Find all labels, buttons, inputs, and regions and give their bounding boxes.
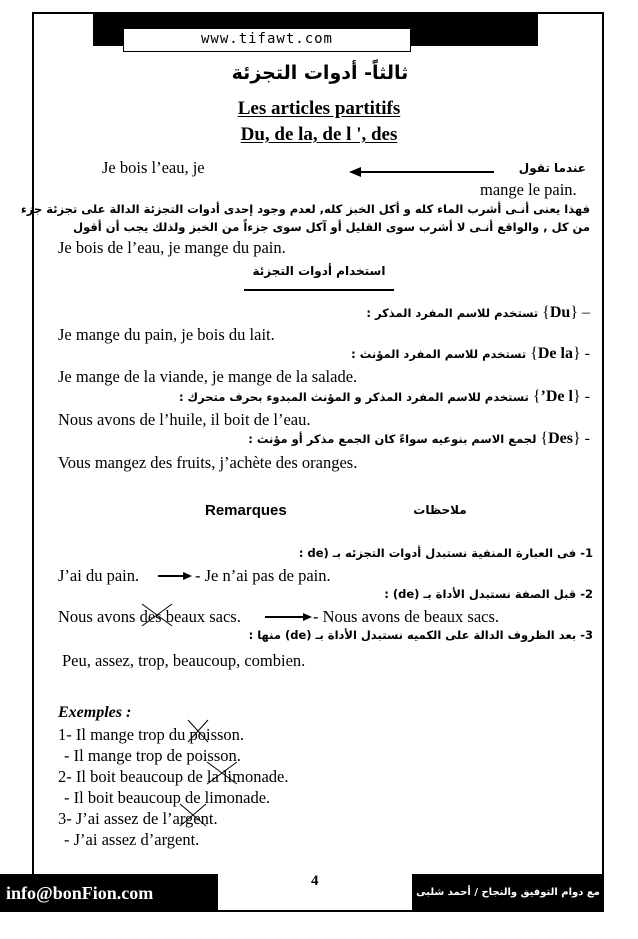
remark2-arrow-line	[265, 616, 305, 618]
example-line: 2- Il boit beaucoup de la limonade.	[58, 767, 289, 786]
rule-du: – {Du} تستخدم للاسم المفرد المذكر :	[366, 304, 590, 321]
explanation-line1: فهذا يعنى أنـى أشرب الماء كله و أكل الخبز كله, لعدم وجود إحدى أدوات التجزئة الدالة على تجزئة جزء	[20, 202, 590, 216]
remarks-heading-french: Remarques	[205, 502, 287, 519]
title-french-line1: Les articles partitifs	[237, 98, 401, 119]
remark1-example-after: - Je n’ai pas de pain.	[195, 566, 331, 585]
remark2-arabic: 2- قبل الصفة نستبدل الأداة بـ (de) :	[384, 587, 593, 601]
intro-continuation: mange le pain.	[480, 180, 577, 199]
rule-des-article: Des	[548, 430, 573, 447]
remark2-example-before: Nous avons des beaux sacs.	[58, 607, 241, 626]
right-arrow-icon	[183, 572, 192, 580]
strike-cross-icon	[186, 718, 210, 744]
rule-del-example: Nous avons de l’huile, il boit de l’eau.	[58, 410, 311, 429]
strike-cross-icon	[140, 602, 174, 628]
title-french-line2: Du, de la, de l ', des	[240, 124, 398, 145]
title-arabic: ثالثاً- أدوات التجزئة	[231, 62, 409, 84]
footer-author: مع دوام التوفيق والنجاح / أحمد شلبى	[412, 874, 604, 912]
rule-du-description: تستخدم للاسم المفرد المذكر :	[366, 306, 539, 320]
corrected-example: Je bois de l’eau, je mange du pain.	[58, 238, 286, 257]
rule-dela-article: De la	[537, 345, 573, 362]
intro-arabic-label: عندما تقول	[518, 161, 586, 175]
rule-du-example: Je mange du pain, je bois du lait.	[58, 325, 275, 344]
strike-cross-icon	[205, 760, 239, 786]
usage-heading-underline	[244, 289, 394, 291]
site-url[interactable]: www.tifawt.com	[200, 31, 333, 47]
remark3-arabic: 3- بعد الظروف الدالة على الكميه نستبدل الأداة بـ (de) منها :	[248, 628, 593, 642]
usage-heading: استخدام أدوات التجزئة	[252, 264, 386, 278]
remark1-example-before: J’ai du pain.	[58, 566, 140, 585]
rule-dela-example: Je mange de la viande, je mange de la salade.	[58, 367, 358, 386]
rule-del-article: De l’	[540, 388, 573, 405]
remark3-adverbs: Peu, assez, trop, beaucoup, combien.	[62, 651, 306, 670]
examples-heading: Exemples :	[58, 704, 132, 721]
remark1-arabic: 1- فى العبارة المنفية نستبدل أدوات التجزئه بـ (de :	[298, 546, 593, 560]
rule-del: - {De l’} تستخدم للاسم المفرد المذكر و المؤنث المبدوء بحرف متحرك :	[178, 388, 590, 405]
arrow-line	[360, 171, 494, 173]
footer-email[interactable]: info@bonFion.com	[0, 874, 218, 912]
strike-cross-icon	[178, 802, 208, 828]
page-number: 4	[311, 873, 319, 889]
rule-dela-description: تستخدم للاسم المفرد المؤنث :	[351, 347, 527, 361]
rule-dela: - {De la} تستخدم للاسم المفرد المؤنث :	[351, 345, 590, 362]
right-arrow-icon	[303, 613, 312, 621]
example-line: 3- J’ai assez de l’argent.	[58, 809, 218, 828]
rule-des-example: Vous mangez des fruits, j’achète des oranges.	[58, 453, 358, 472]
rule-du-article: Du	[549, 304, 571, 321]
example-line: - Il boit beaucoup de limonade.	[64, 788, 271, 807]
remarks-heading-arabic: ملاحظات	[413, 503, 467, 517]
example-line: - Il mange trop de poisson.	[64, 746, 241, 765]
explanation-line2: من كل , والواقع أنـى لا أشرب سوى القليل أو آكل سوى جزءاً من الخبز ولذلك يجب أن أقول	[73, 220, 590, 234]
rule-des-description: لجمع الاسم بنوعيه سواءً كان الجمع مذكر أو مؤنث :	[248, 432, 537, 446]
remark1-arrow-line	[158, 575, 184, 577]
example-line: 1- Il mange trop du poisson.	[58, 725, 245, 744]
intro-example-left: Je bois l’eau, je	[102, 158, 205, 177]
example-line: - J’ai assez d’argent.	[64, 830, 200, 849]
rule-del-description: تستخدم للاسم المفرد المذكر و المؤنث المبدوء بحرف متحرك :	[178, 390, 529, 404]
rule-des: - {Des} لجمع الاسم بنوعيه سواءً كان الجمع مذكر أو مؤنث :	[248, 430, 590, 447]
remark2-example-after: - Nous avons de beaux sacs.	[313, 607, 500, 626]
